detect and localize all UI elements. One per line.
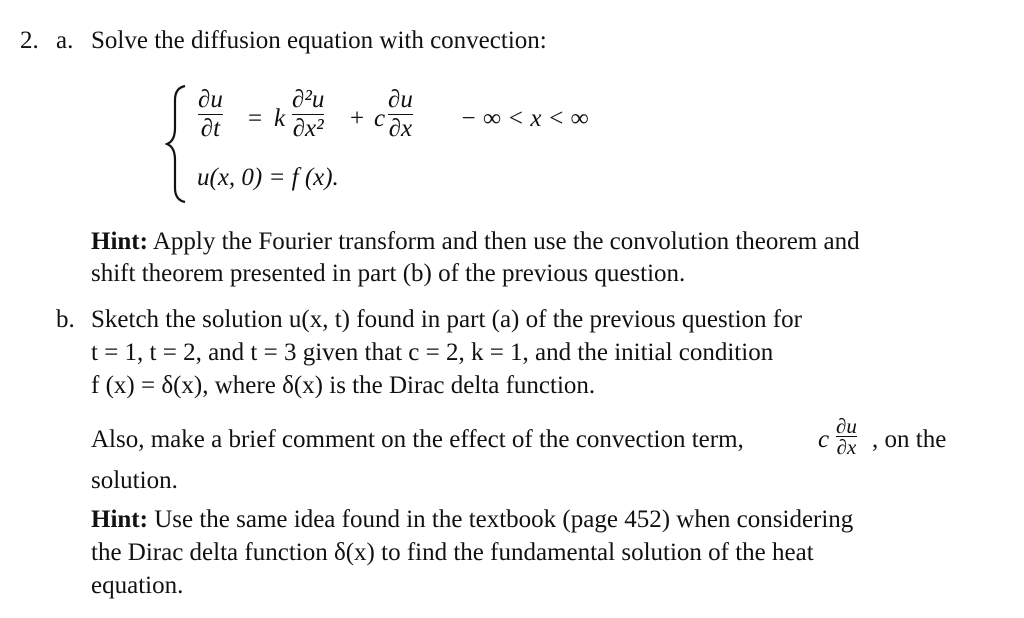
part-a-label: a. [56,27,74,54]
domain-condition: − ∞ < x < ∞ [460,105,589,132]
part-b-also-after: , on the [872,426,947,453]
part-b-line-2: t = 1, t = 2, and t = 3 given that c = 2, k = 1, and the initial condition [91,339,774,366]
part-a-hint-line-2: shift theorem presented in part (b) of the previous question. [91,260,686,287]
plus-sign: + [350,105,365,132]
inline-coefficient-c: c [818,426,830,453]
part-b-line-1: Sketch the solution u(x, t) found in part (a) of the previous question for [91,306,802,333]
part-b-also-line-2: solution. [91,467,178,494]
part-b-also-text: Also, make a brief comment on the effect of the convection term, [91,426,744,453]
d2u-numerator: ∂²u [292,86,325,113]
part-a-statement: Solve the diffusion equation with convection: [91,27,547,54]
du-dt-numerator: ∂u [198,86,223,113]
equals-sign: = [248,105,263,132]
du-dt-fraction [198,86,223,143]
part-a-hint-line-1: Hint: Apply the Fourier transform and then use the convolution theorem and [91,228,860,255]
du-dx-denominator: ∂x [388,115,413,142]
inline-du-dx-fraction [836,416,857,457]
hint-label: Hint: [91,506,148,533]
du-dx-numerator: ∂u [388,86,413,113]
part-b-label: b. [56,306,75,333]
du-dx-fraction [388,86,413,143]
problem-number: 2. [20,27,39,54]
part-b-hint-line-3: equation. [91,572,184,599]
initial-condition: u(x, 0) = f (x). [197,164,339,191]
coefficient-c: c [374,105,386,132]
inline-du-numerator: ∂u [836,414,857,438]
part-b-line-3: f (x) = δ(x), where δ(x) is the Dirac delta function. [91,372,596,399]
inline-dx-denominator: ∂x [836,435,857,459]
dx2-denominator: ∂x² [292,115,324,142]
du-dt-denominator: ∂t [200,115,221,142]
part-b-hint-line-1: Hint: Use the same idea found in the textbook (page 452) when considering [91,506,854,533]
d2u-dx2-fraction [292,86,324,143]
coefficient-k: k [274,105,286,132]
part-b-hint-line-2: the Dirac delta function δ(x) to find the fundamental solution of the heat [91,539,814,566]
hint-label: Hint: [91,228,148,255]
left-brace-icon [165,84,189,204]
